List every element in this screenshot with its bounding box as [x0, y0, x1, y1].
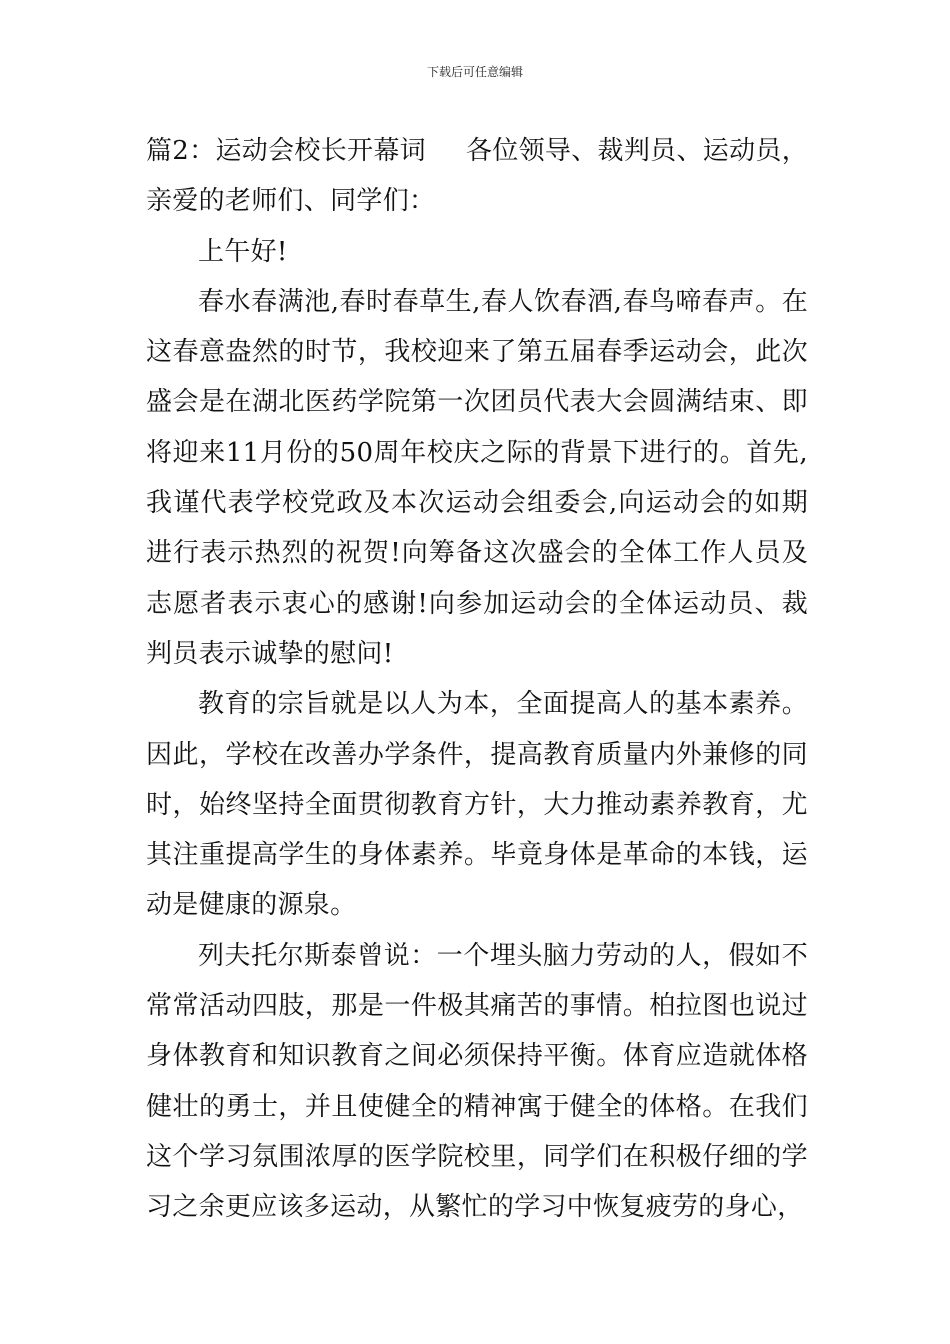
paragraph-3: 列夫托尔斯泰曾说：一个埋头脑力劳动的人，假如不常常活动四肢，那是一件极其痛苦的事情。柏拉图也说过身体教育和知识教育之间必须保持平衡。体育应造就体格健壮的勇士，并且使健全的精神寓于健全的体格。在我们这个学习氛围浓厚的医学院校里，同学们在积极仔细的学习之余更应该多运动，从繁忙的学习中恢复疲劳的身心，	[146, 940, 808, 1223]
speech-title: 篇2：运动会校长开幕词	[146, 136, 426, 166]
opening-line	[146, 126, 808, 227]
paragraph-1: 春水春满池,春时春草生,春人饮春酒,春鸟啼春声。在这春意盎然的时节，我校迎来了第五届春季运动会，此次盛会是在湖北医药学院第一次团员代表大会圆满结束、即将迎来11月份的50周年校庆之际的背景下进行的。首先,我谨代表学校党政及本次运动会组委会,向运动会的如期进行表示热烈的祝贺!向筹备这次盛会的全体工作人员及志愿者表示衷心的感谢!向参加运动会的全体运动员、裁判员表示诚挚的慰问!	[146, 286, 808, 669]
page-header-note: 下载后可任意编辑	[426, 65, 523, 79]
paragraph-2: 教育的宗旨就是以人为本，全面提高人的基本素养。因此，学校在改善办学条件，提高教育质量内外兼修的同时，始终坚持全面贯彻教育方针，大力推动素养教育，尤其注重提高学生的身体素养。毕竟身体是革命的本钱，运动是健康的源泉。	[146, 689, 808, 921]
salutation: 各位领导、裁判员、运动员，亲爱的老师们、同学们：	[146, 136, 809, 217]
document-body	[146, 126, 808, 1233]
greeting: 上午好!	[198, 236, 288, 267]
